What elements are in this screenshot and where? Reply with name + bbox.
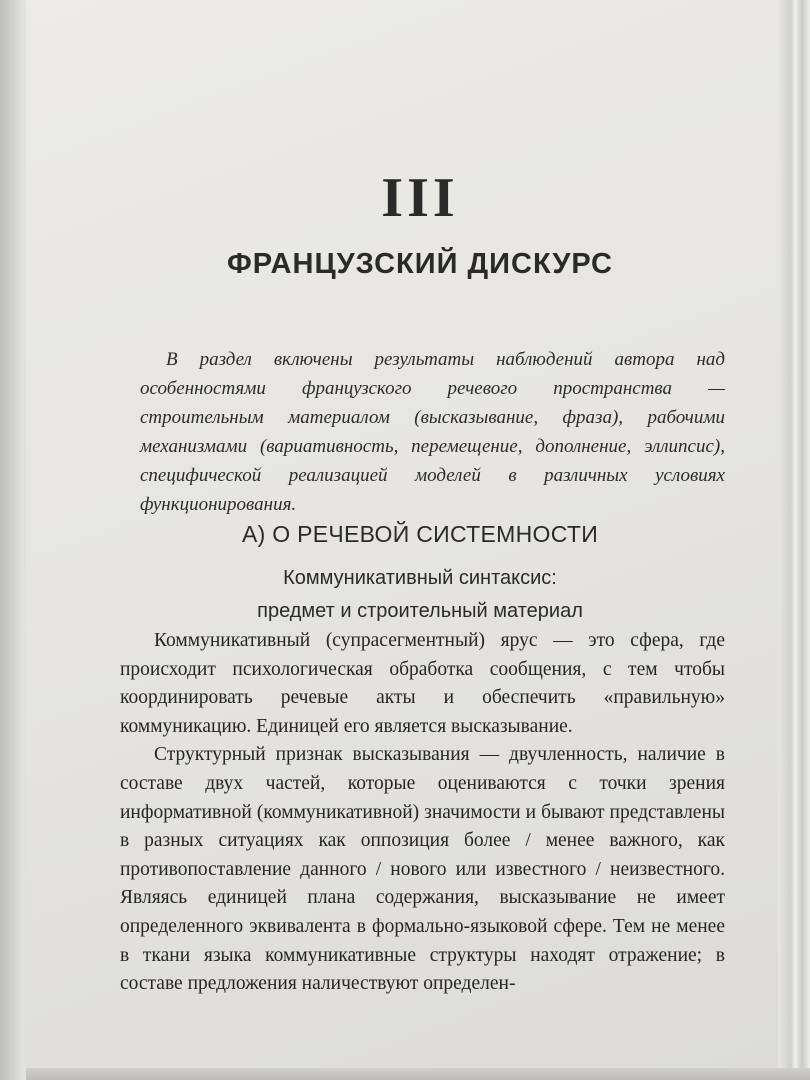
section-heading: А) О РЕЧЕВОЙ СИСТЕМНОСТИ — [241, 521, 599, 547]
subtitle-line-2: предмет и строительный материал — [257, 600, 583, 622]
subtitle-line-1: Коммуникативный синтаксис: — [283, 567, 557, 589]
paragraph: Структурный признак высказывания — двучленность, наличие в составе двух частей, которые оцениваются с точки зрения информативной (коммуникативной) значимости и бывают представлены в разных ситуациях как оппозиция более / менее важного, как противопоставление данного / нового или известного / неизвестного. Являясь единицей плана содержания, высказывание не имеет определенного эквивалента в формально-языковой сфере. Тем не менее в ткани языка коммуникативные структуры находят отражение; в составе предложения наличествуют определен- — [120, 744, 725, 995]
body-text — [120, 627, 725, 999]
book-page — [26, 0, 780, 1068]
chapter-abstract: В раздел включены результаты наблюдений автора над особенностями французского речевого пространства — строительным материалом (высказывание, фраза), рабочими механизмами (вариативность, перемещение, дополнение, эллипсис), специфической реализацией моделей в различных условиях функционирования. — [140, 349, 725, 515]
page-stack-left-edge — [0, 0, 26, 1080]
paragraph: Коммуникативный (супрасегментный) ярус — это сфера, где происходит психологическая обработка сообщения, с тем чтобы координировать речевые акты и обеспечить «правильную» коммуникацию. Единицей его является высказывание. — [120, 630, 725, 737]
page-stack-bottom-edge — [26, 1068, 810, 1080]
section-subtitle — [120, 562, 720, 628]
page-stack-right-edge — [778, 0, 810, 1080]
chapter-number: III — [381, 167, 459, 229]
chapter-title: ФРАНЦУЗСКИЙ ДИСКУРС — [227, 248, 613, 280]
